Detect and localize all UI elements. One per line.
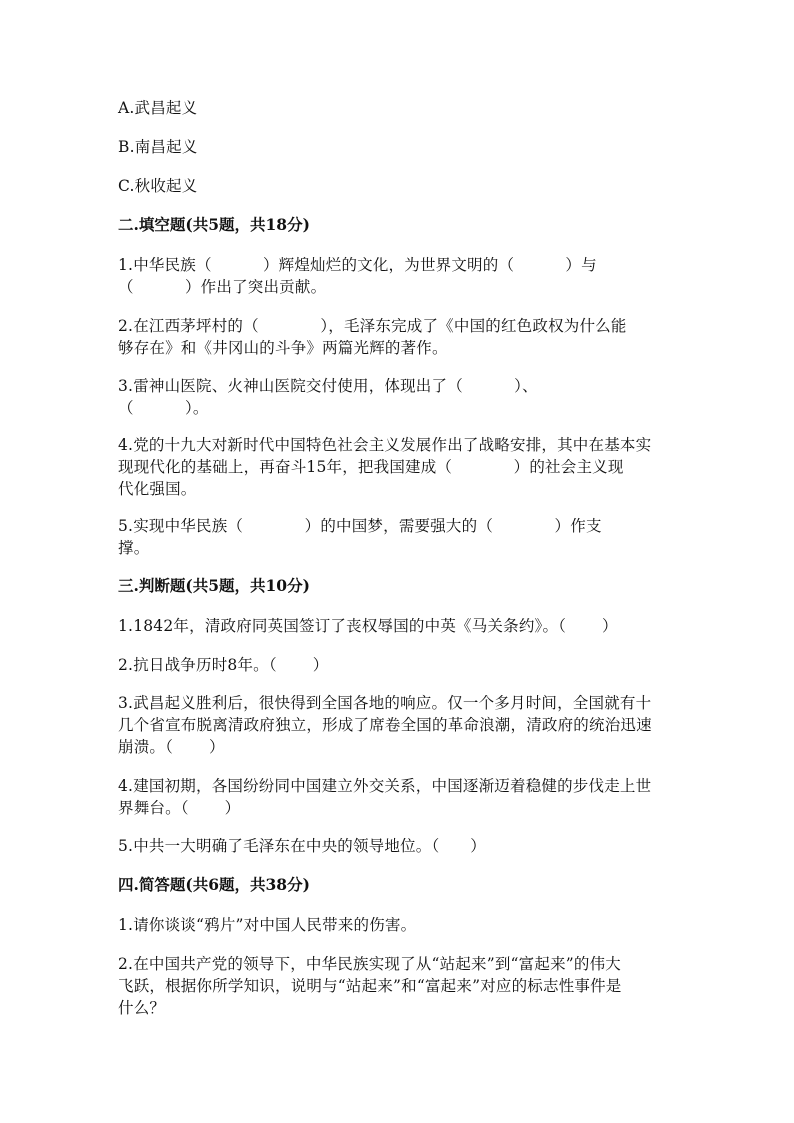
option-c: C.秋收起义 xyxy=(118,177,198,195)
question-line: 撑。 xyxy=(118,539,150,557)
fill-blank-question-4 xyxy=(118,434,678,500)
short-answer-question-1 xyxy=(118,914,678,936)
question-line: 2.在江西茅坪村的（ ），毛泽东完成了《中国的红色政权为什么能 xyxy=(118,317,627,335)
section-heading-true-false: 三.判断题(共5题，共10分) xyxy=(118,576,310,595)
question-line: 代化强国。 xyxy=(118,480,197,498)
short-answer-question-2 xyxy=(118,953,678,1019)
option-b: B.南昌起义 xyxy=(118,138,198,156)
true-false-question-4 xyxy=(118,775,678,819)
true-false-question-5 xyxy=(118,835,678,857)
question-line: （ ）。 xyxy=(118,399,209,417)
question-line: 2.抗日战争历时8年。（ ） xyxy=(118,656,329,674)
question-line: 5.中共一大明确了毛泽东在中央的领导地位。（ ） xyxy=(118,837,486,855)
question-line: 4.党的十九大对新时代中国特色社会主义发展作出了战略安排，其中在基本实 xyxy=(118,436,652,454)
fill-blank-question-2 xyxy=(118,315,678,359)
question-line: 1.1842年，清政府同英国签订了丧权辱国的中英《马关条约》。（ ） xyxy=(118,617,618,635)
fill-blank-question-1 xyxy=(118,254,678,298)
question-line: 现现代化的基础上，再奋斗15年，把我国建成（ ）的社会主义现 xyxy=(118,458,624,476)
question-line: 1.请你谈谈“鸦片”对中国人民带来的伤害。 xyxy=(118,916,417,934)
question-line: 5.实现中华民族（ ）的中国梦，需要强大的（ ）作支 xyxy=(118,517,602,535)
true-false-question-1 xyxy=(118,615,678,637)
question-line: 4.建国初期，各国纷纷同中国建立外交关系，中国逐渐迈着稳健的步伐走上世 xyxy=(118,777,652,795)
question-line: 2.在中国共产党的领导下，中华民族实现了从“站起来”到“富起来”的伟大 xyxy=(118,955,621,973)
question-line: 够存在》和《井冈山的斗争》两篇光辉的著作。 xyxy=(118,339,448,357)
section-heading-fill-blank: 二.填空题(共5题，共18分) xyxy=(118,215,310,234)
question-line: 崩溃。（ ） xyxy=(118,738,225,756)
question-line: （ ）作出了突出贡献。 xyxy=(118,278,327,296)
question-line: 什么？ xyxy=(118,999,166,1017)
question-line: 3.雷神山医院、火神山医院交付使用，体现出了（ ）、 xyxy=(118,377,538,395)
question-line: 1.中华民族（ ）辉煌灿烂的文化，为世界文明的（ ）与 xyxy=(118,256,597,274)
option-a: A.武昌起义 xyxy=(118,99,198,117)
question-line: 几个省宣布脱离清政府独立，形成了席卷全国的革命浪潮，清政府的统治迅速 xyxy=(118,716,652,734)
question-line: 界舞台。（ ） xyxy=(118,799,241,817)
question-line: 3.武昌起义胜利后，很快得到全国各地的响应。仅一个多月时间，全国就有十 xyxy=(118,694,652,712)
section-heading-short-answer: 四.简答题(共6题，共38分) xyxy=(118,875,310,894)
true-false-question-3 xyxy=(118,692,678,758)
fill-blank-question-5 xyxy=(118,515,678,559)
question-line: 飞跃，根据你所学知识，说明与“站起来”和“富起来”对应的标志性事件是 xyxy=(118,977,622,995)
true-false-question-2 xyxy=(118,654,678,676)
fill-blank-question-3 xyxy=(118,375,678,419)
